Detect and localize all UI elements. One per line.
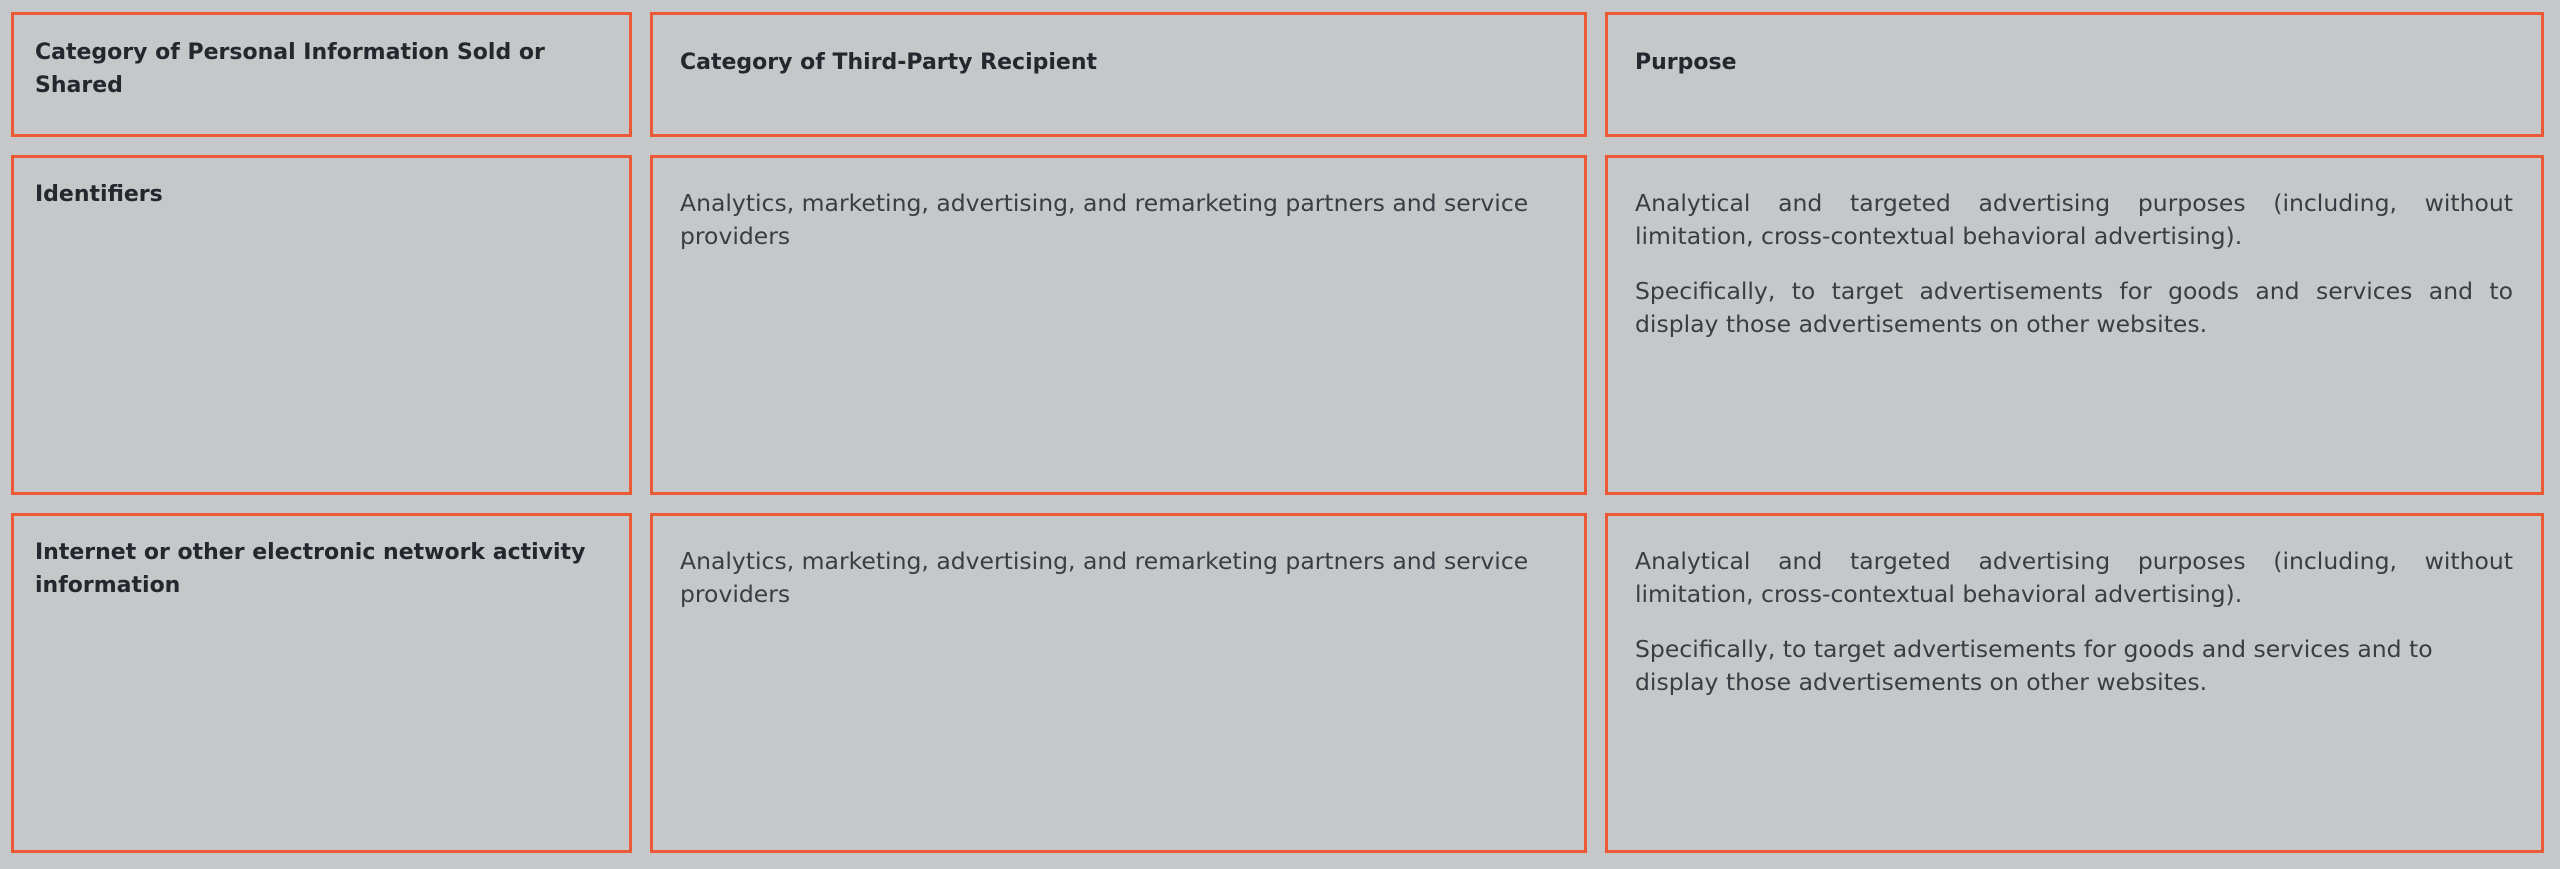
row-1-purpose-paragraph-2: Specifically, to target advertisements for goods and services and to display those advertisements on other websites. [1635,277,2513,338]
row-2-purpose-paragraph-2: Specifically, to target advertisements for goods and services and to display those advertisements on other websites. [1635,635,2433,696]
row-1-category: Identifiers [35,182,163,207]
row-2-category: Internet or other electronic network activity information [35,540,586,598]
row-1-recipient-cell [650,155,1587,495]
header-cell-recipient [650,12,1587,137]
header-cell-purpose [1605,12,2544,137]
row-1-purpose-paragraph-1: Analytical and targeted advertising purposes (including, without limitation, cross-contextual behavioral advertising). [1635,189,2513,250]
row-2-purpose-cell [1605,513,2544,853]
row-1-purpose-cell [1605,155,2544,495]
row-2-recipient: Analytics, marketing, advertising, and remarketing partners and service providers [680,547,1529,608]
row-1-category-cell [11,155,632,495]
row-2-category-cell [11,513,632,853]
header-cell-category [11,12,632,137]
row-1-recipient: Analytics, marketing, advertising, and remarketing partners and service providers [680,189,1529,250]
header-category-label: Category of Personal Information Sold or Shared [35,40,545,98]
row-2-recipient-cell [650,513,1587,853]
header-purpose-label: Purpose [1635,50,1737,75]
row-2-purpose-paragraph-1: Analytical and targeted advertising purposes (including, without limitation, cross-contextual behavioral advertising). [1635,547,2513,608]
header-recipient-label: Category of Third-Party Recipient [680,50,1098,75]
